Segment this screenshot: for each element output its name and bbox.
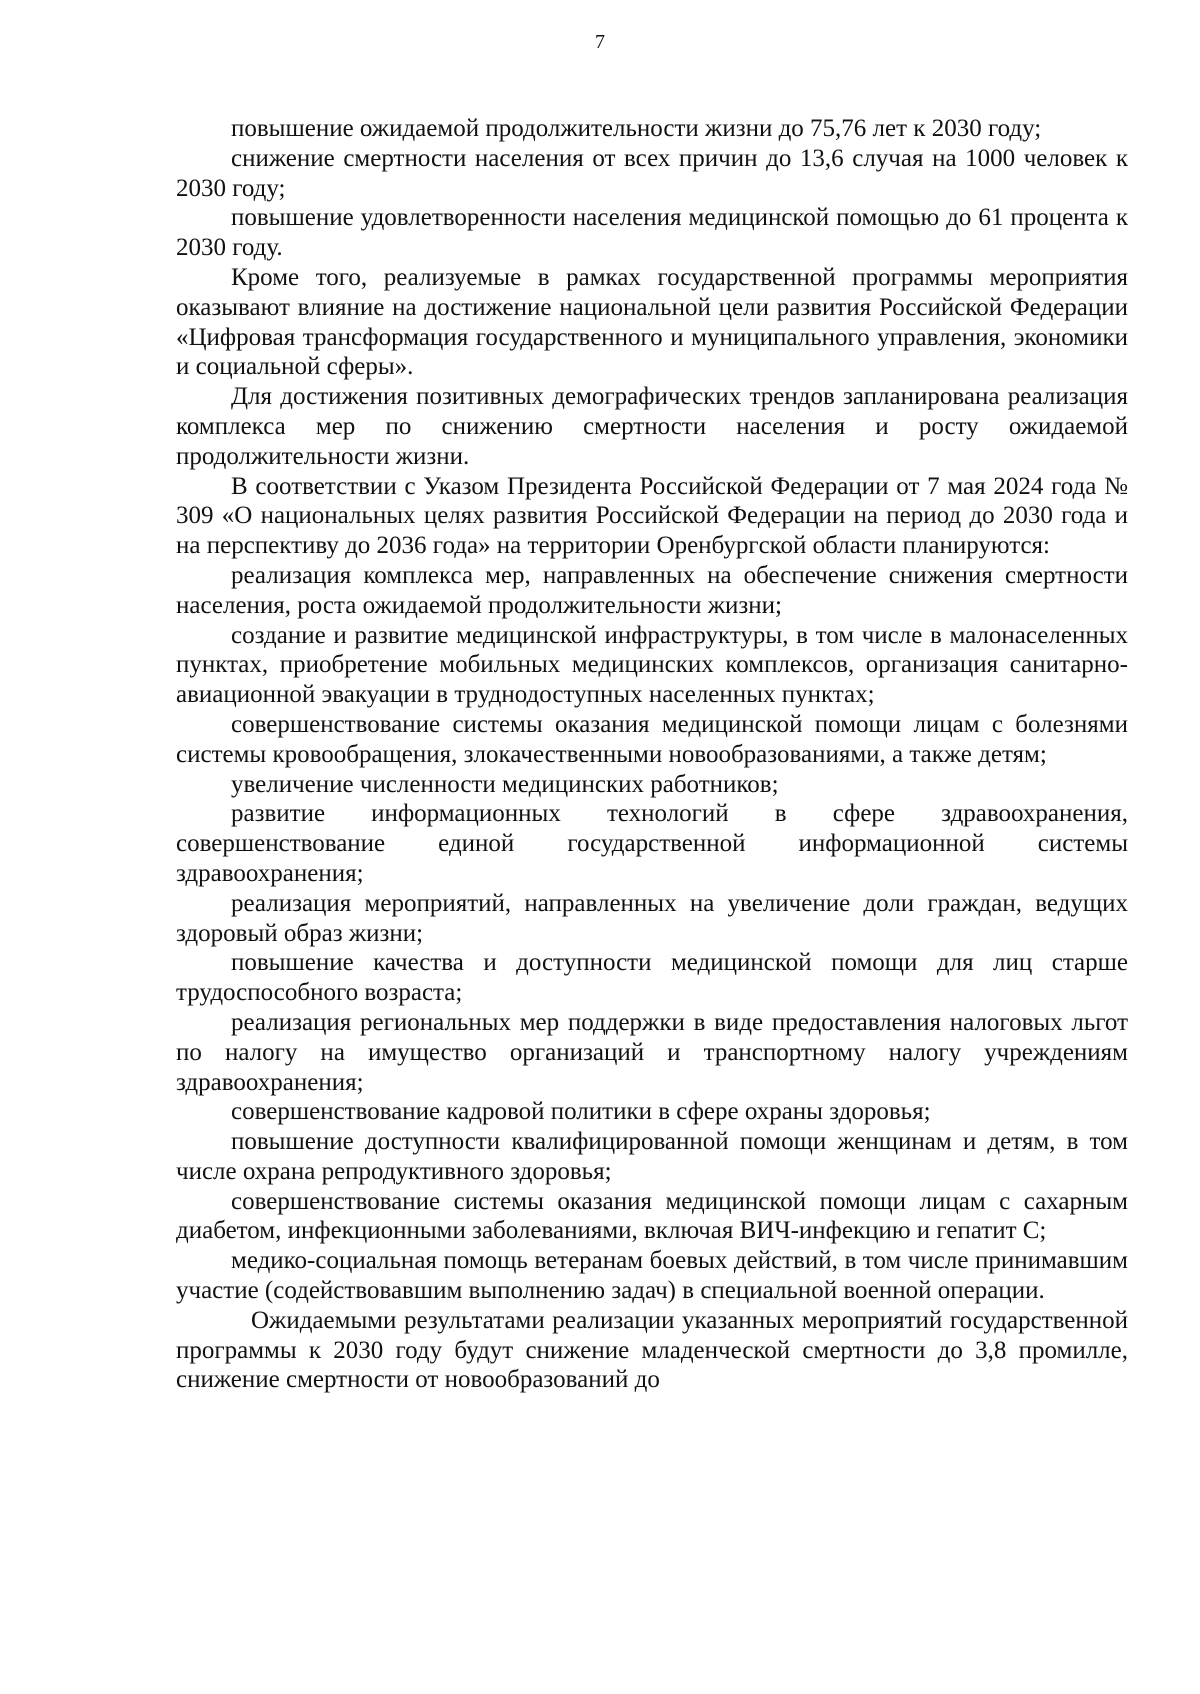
list-item-mortality-measures: реализация комплекса мер, направленных на обеспечение снижения смертности населения, роста ожидаемой продолжительности жизни;: [176, 561, 1128, 619]
list-item-women-children-care: повышение доступности квалифицированной помощи женщинам и детям, в том числе охрана репродуктивного здоровья;: [176, 1128, 1128, 1185]
list-item-veterans-assistance: медико-социальная помощь ветеранам боевых действий, в том числе принимавшим участие (содействовавшим выполнению задач) в специальной военной операции.: [176, 1247, 1128, 1305]
list-item-information-technology: развитие информационных технологий в сфере здравоохранения, совершенствование единой государственной информационной системы здравоохранения;: [176, 800, 1128, 887]
list-item-elderly-care: повышение качества и доступности медицинской помощи для лиц старше трудоспособного возраста;: [176, 949, 1128, 1007]
paragraph-digital-transformation: Кроме того, реализуемые в рамках государственной программы мероприятия оказывают влияние на достижение национальной цели развития Российской Федерации «Цифровая трансформация государственного и муниципального управления, экономики и социальной сферы».: [176, 263, 1128, 381]
list-item-infrastructure: создание и развитие медицинской инфраструктуры, в том числе в малонаселенных пунктах, приобретение мобильных медицинских комплексов, организация санитарно-авиационной эвакуации в труднодоступных населенных пунктах;: [176, 621, 1128, 709]
document-body: [176, 114, 1128, 1395]
list-item-medical-workers: увеличение численности медицинских работников;: [231, 770, 779, 798]
paragraph-demographic-trends: Для достижения позитивных демографических трендов запланирована реализация комплекса мер по снижению смертности населения и росту ожидаемой продолжительности жизни.: [176, 383, 1128, 470]
paragraph-satisfaction-goal: повышение удовлетворенности населения медицинской помощью до 61 процента к 2030 году.: [176, 204, 1128, 262]
paragraph-life-expectancy-goal: повышение ожидаемой продолжительности жизни до 75,76 лет к 2030 году;: [231, 115, 1042, 142]
paragraph-expected-results: Ожидаемыми результатами реализации указанных мероприятий государственной программы к 2030 году будут снижение младенческой смертности до 3,8 промилле, снижение смертности от новообразований до: [176, 1306, 1128, 1394]
paragraph-mortality-goal: снижение смертности населения от всех причин до 13,6 случая на 1000 человек к 2030 году;: [176, 144, 1128, 202]
list-item-personnel-policy: совершенствование кадровой политики в сфере охраны здоровья;: [231, 1098, 931, 1126]
list-item-diabetes-infections: совершенствование системы оказания медицинской помощи лицам с сахарным диабетом, инфекционными заболеваниями, включая ВИЧ-инфекцию и гепатит С;: [176, 1187, 1128, 1245]
paragraph-presidential-decree: В соответствии с Указом Президента Российской Федерации от 7 мая 2024 года № 309 «О национальных целях развития Российской Федерации на период до 2030 года и на перспективу до 2036 года» на территории Оренбургской области планируются:: [176, 472, 1128, 560]
list-item-healthy-lifestyle: реализация мероприятий, направленных на увеличение доли граждан, ведущих здоровый образ жизни;: [176, 889, 1128, 947]
list-item-tax-benefits: реализация региональных мер поддержки в виде предоставления налоговых льгот по налогу на имущество организаций и транспортному налогу учреждениям здравоохранения;: [176, 1008, 1128, 1096]
list-item-care-system: совершенствование системы оказания медицинской помощи лицам с болезнями системы кровообращения, злокачественными новообразованиями, а также детям;: [176, 710, 1128, 768]
page-number: 7: [595, 31, 605, 53]
